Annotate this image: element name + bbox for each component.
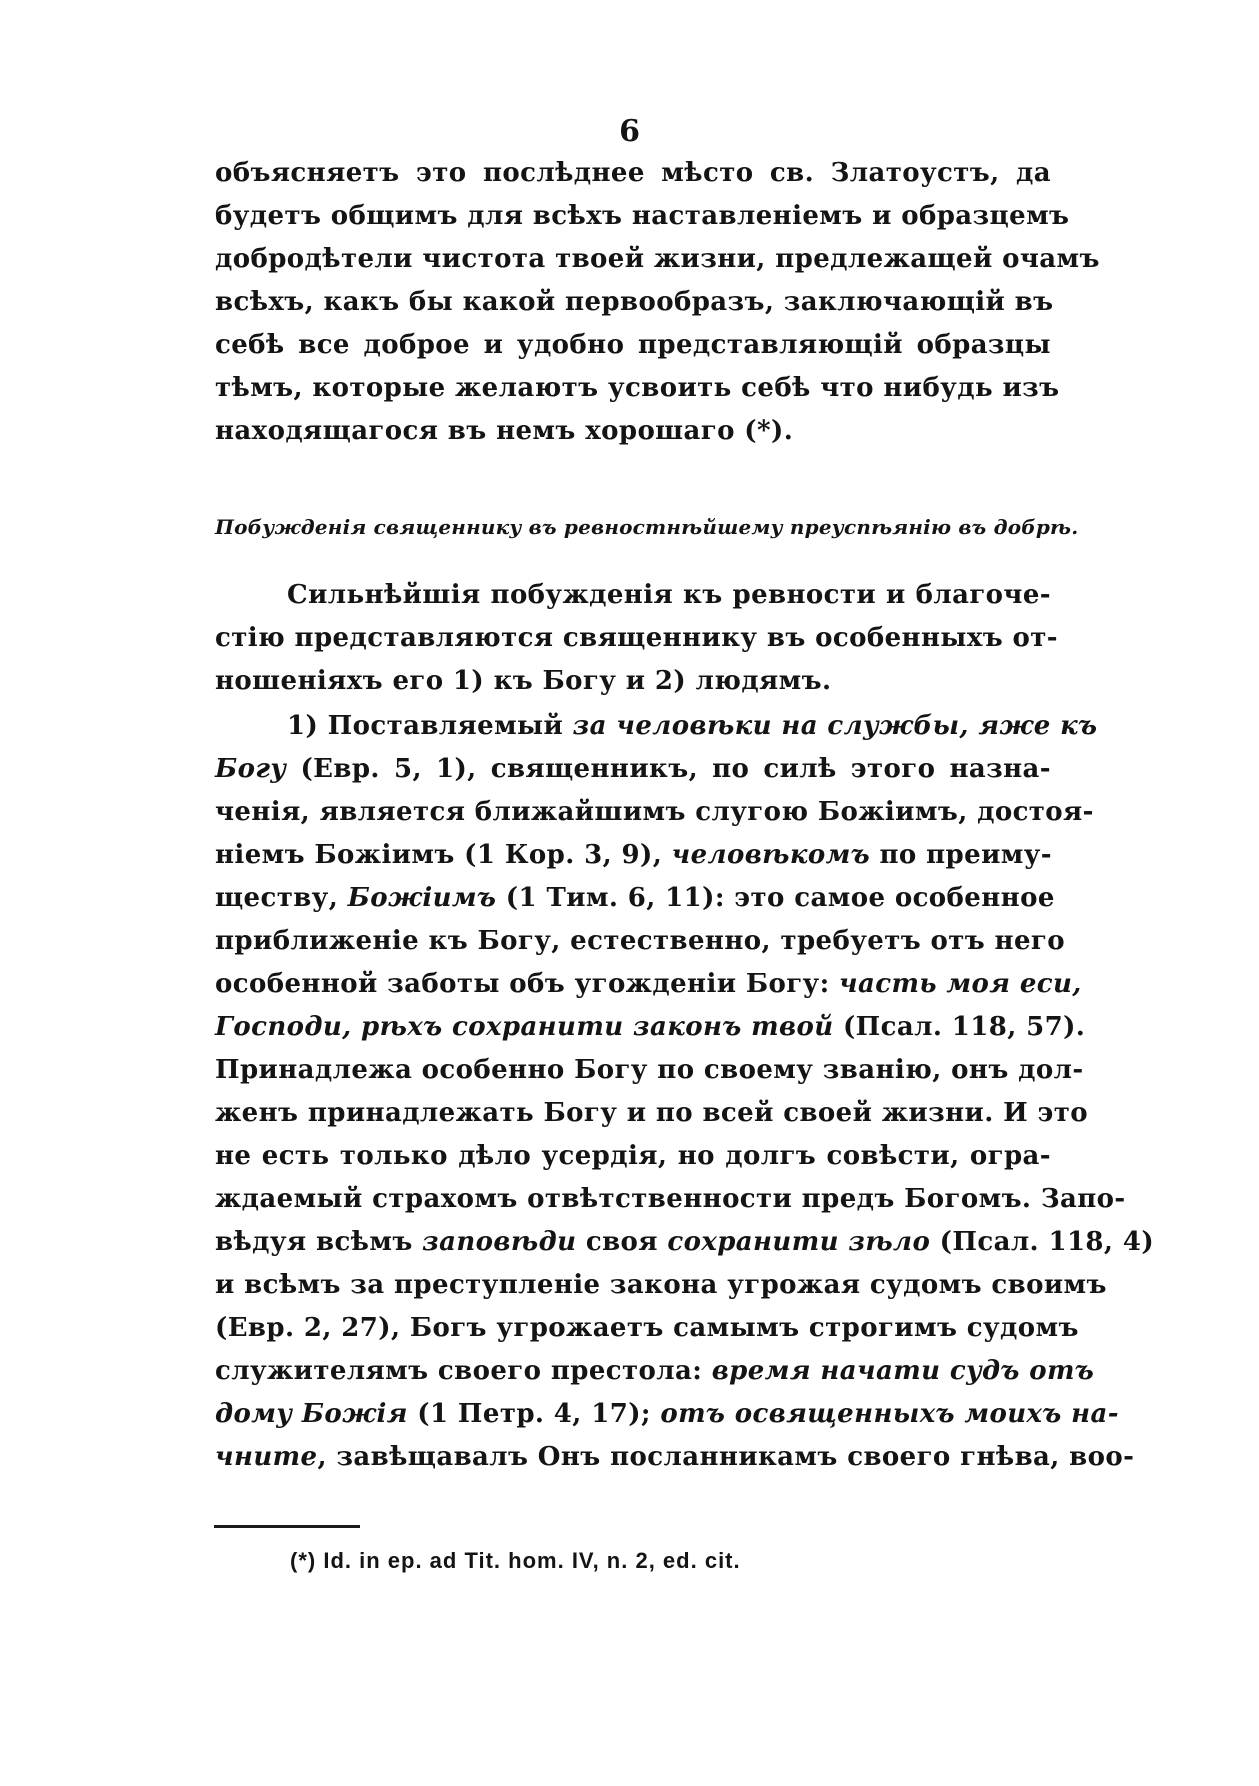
text-line: не есть только дѣло усердія, но долгъ совѣсти, огра- xyxy=(215,1141,1051,1171)
text-line: ніемъ Божіимъ (1 Кор. 3, 9), человѣкомъ по преиму- xyxy=(215,840,1052,870)
text-line: находящагося въ немъ хорошаго (*). xyxy=(215,416,794,446)
text-line: добродѣтели чистота твоей жизни, предлежащей очамъ xyxy=(215,244,1100,274)
text-line: стію представляются священнику въ особенныхъ от- xyxy=(215,623,1058,653)
text-line: женъ принадлежать Богу и по всей своей жизни. И это xyxy=(215,1098,1088,1128)
text-line: и всѣмъ за преступленіе закона угрожая судомъ своимъ xyxy=(215,1270,1107,1300)
text-line: дому Божія (1 Петр. 4, 17); отъ освященныхъ моихъ на- xyxy=(215,1399,1119,1429)
text-line: тѣмъ, которые желаютъ усвоить себѣ что нибудь изъ xyxy=(215,373,1060,403)
text-line: ченія, является ближайшимъ слугою Божіимъ, достоя- xyxy=(215,797,1094,827)
text-line: ществу, Божіимъ (1 Тим. 6, 11): это самое особенное xyxy=(215,883,1055,913)
text-line: вѣдуя всѣмъ заповѣди своя сохранити зѣло (Псал. 118, 4) xyxy=(215,1227,1155,1257)
text-line: Господи, рѣхъ сохранити законъ твой (Псал. 118, 57). xyxy=(215,1012,1086,1042)
text-line: чните, завѣщавалъ Онъ посланникамъ своего гнѣва, воо- xyxy=(215,1442,1135,1472)
text-line: 1) Поставляемый за человѣки на службы, яже къ xyxy=(287,711,1098,741)
text-line: (Евр. 2, 27), Богъ угрожаетъ самымъ строгимъ судомъ xyxy=(215,1313,1079,1343)
text-line: Богу (Евр. 5, 1), священникъ, по силѣ этого назна- xyxy=(215,754,1051,784)
paragraph-continuation xyxy=(215,152,1100,453)
text-line: служителямъ своего престола: время начати судъ отъ xyxy=(215,1356,1095,1386)
footnote: (*) Id. in ep. ad Tit. hom. IV, n. 2, ed. cit. xyxy=(290,1548,741,1573)
text-line: себѣ все доброе и удобно представляющій образцы xyxy=(215,330,1051,360)
section-heading: Побужденія священнику въ ревностнѣйшему преуспѣянію въ добрѣ. xyxy=(215,515,1079,539)
text-line: ношеніяхъ его 1) къ Богу и 2) людямъ. xyxy=(215,666,832,696)
text-line: всѣхъ, какъ бы какой первообразъ, заключающій въ xyxy=(215,287,1054,317)
text-line: особенной заботы объ угожденіи Богу: часть моя еси, xyxy=(215,969,1082,999)
text-line: объясняетъ это послѣднее мѣсто св. Златоустъ, да xyxy=(215,158,1051,188)
text-line: Сильнѣйшія побужденія къ ревности и благоче- xyxy=(287,580,1051,610)
text-line: приближеніе къ Богу, естественно, требуетъ отъ него xyxy=(215,926,1066,956)
paragraph-main xyxy=(215,705,1155,1479)
text-line: будетъ общимъ для всѣхъ наставленіемъ и образцемъ xyxy=(215,201,1070,231)
paragraph-intro xyxy=(215,574,1058,703)
text-line: Принадлежа особенно Богу по своему званію, онъ дол- xyxy=(215,1055,1084,1085)
page-number: 6 xyxy=(619,114,640,149)
footnote-divider xyxy=(214,1525,360,1528)
text-line: ждаемый страхомъ отвѣтственности предъ Богомъ. Запо- xyxy=(215,1184,1126,1214)
